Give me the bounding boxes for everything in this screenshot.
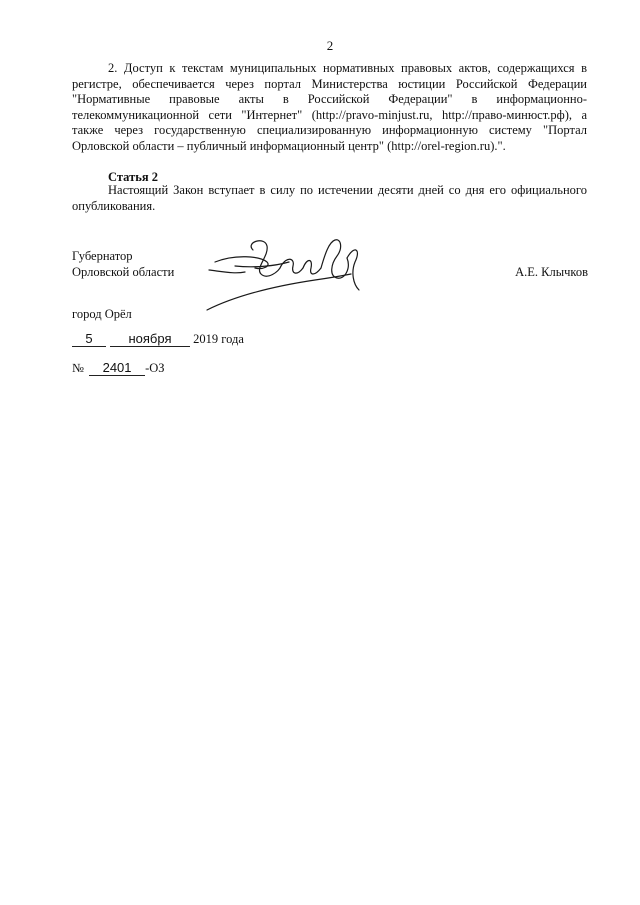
signature-image <box>205 232 365 312</box>
signatory-title-line-2: Орловской области <box>72 264 175 279</box>
number-value: 2401 <box>89 361 145 376</box>
signatory-title-line-1: Губернатор <box>72 249 133 263</box>
number-prefix: № <box>72 361 84 375</box>
date-day: 5 <box>72 332 106 347</box>
page-number: 2 <box>326 38 334 53</box>
signatory-name: А.Е. Клычков <box>515 265 588 279</box>
paragraph-access <box>72 61 587 155</box>
date-year: 2019 года <box>193 332 244 346</box>
article-2-line-1: Настоящий Закон вступает в силу по истечении десяти дней со дня его официального <box>108 183 587 197</box>
date-line <box>72 332 244 347</box>
article-2-text <box>72 183 587 214</box>
number-suffix: -ОЗ <box>145 361 165 375</box>
city-line: город Орёл <box>72 307 132 321</box>
signatory-title <box>72 249 174 280</box>
paragraph-access-line-1: 2. Доступ к текстам муниципальных нормативных правовых актов, содержащихся в <box>108 61 587 75</box>
article-2-rest: опубликования. <box>72 198 156 213</box>
number-line <box>72 361 165 376</box>
article-2-title: Статья 2 <box>108 170 158 184</box>
paragraph-access-rest: регистре, обеспечивается через портал Министерства юстиции Российской Федерации "Нормативные правовые акты в Российской Федерации" в информационно-телекоммуникационной сети "Интернет" (http://pravo-minjust.ru, http://право-минюст.рф), а также через государственную специализированную информационную систему "Портал Орловской области – публичный информационный центр" (http://orel-region.ru).". <box>72 76 587 153</box>
date-month: ноября <box>110 332 190 347</box>
